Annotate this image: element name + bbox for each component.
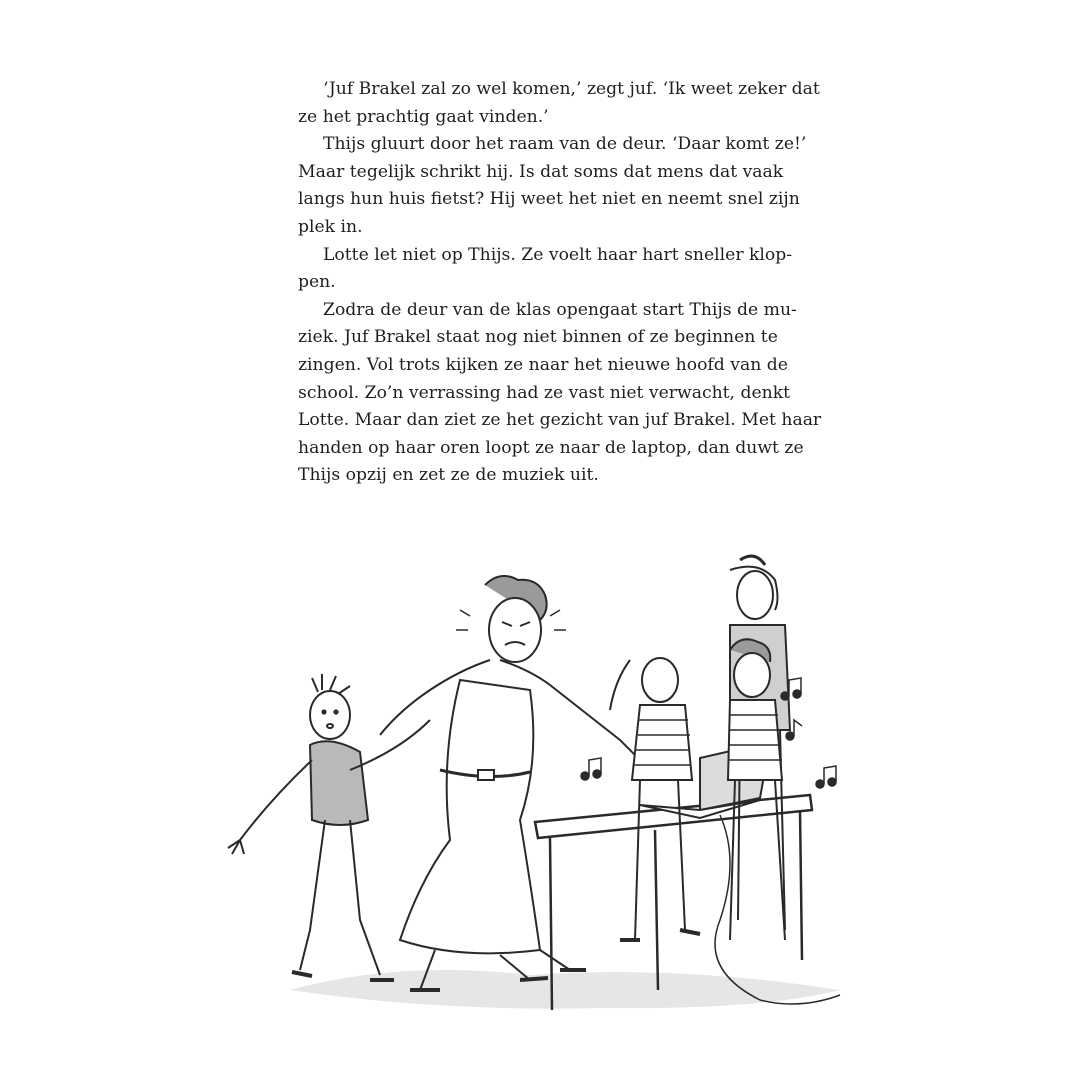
text-line: Zodra de deur van de klas opengaat start Thijs de mu- [323,299,797,320]
story-illustration [200,520,880,1040]
music-note-icon [581,758,601,780]
text-line: ze het prachtig gaat vinden.’ [298,106,549,127]
text-line: school. Zo’n verrassing had ze vast niet verwacht, denkt [298,382,791,403]
boy-thijs [228,674,394,980]
text-line: plek in. [298,216,363,237]
text-line: zingen. Vol trots kijken ze naar het nieuwe hoofd van de [298,354,788,375]
text-line: langs hun huis fietst? Hij weet het niet en neemt snel zijn [298,189,800,210]
text-line: Lotte. Maar dan ziet ze het gezicht van juf Brakel. Met haar [298,410,822,431]
text-line: ‘Juf Brakel zal zo wel komen,’ zegt juf. ‘Ik weet zeker dat [323,79,820,99]
text-line: Maar tegelijk schrikt hij. Is dat soms dat mens dat vaak [298,161,784,182]
story-text [298,76,822,490]
floor-shadow [290,970,840,1009]
music-note-icon [816,766,836,788]
classroom-illustration [200,520,880,1040]
text-line: ziek. Juf Brakel staat nog niet binnen of ze beginnen te [298,327,778,348]
text-line: Thijs gluurt door het raam van de deur. ‘Daar komt ze!’ [323,134,807,155]
text-line: pen. [298,272,336,293]
girl-lotte [610,658,700,940]
text-line: Lotte let niet op Thijs. Ze voelt haar hart sneller klop- [323,244,793,265]
juf-brakel [350,576,650,990]
text-line: handen op haar oren loopt ze naar de laptop, dan duwt ze [298,437,804,458]
text-line: Thijs opzij en zet ze de muziek uit. [298,465,599,486]
